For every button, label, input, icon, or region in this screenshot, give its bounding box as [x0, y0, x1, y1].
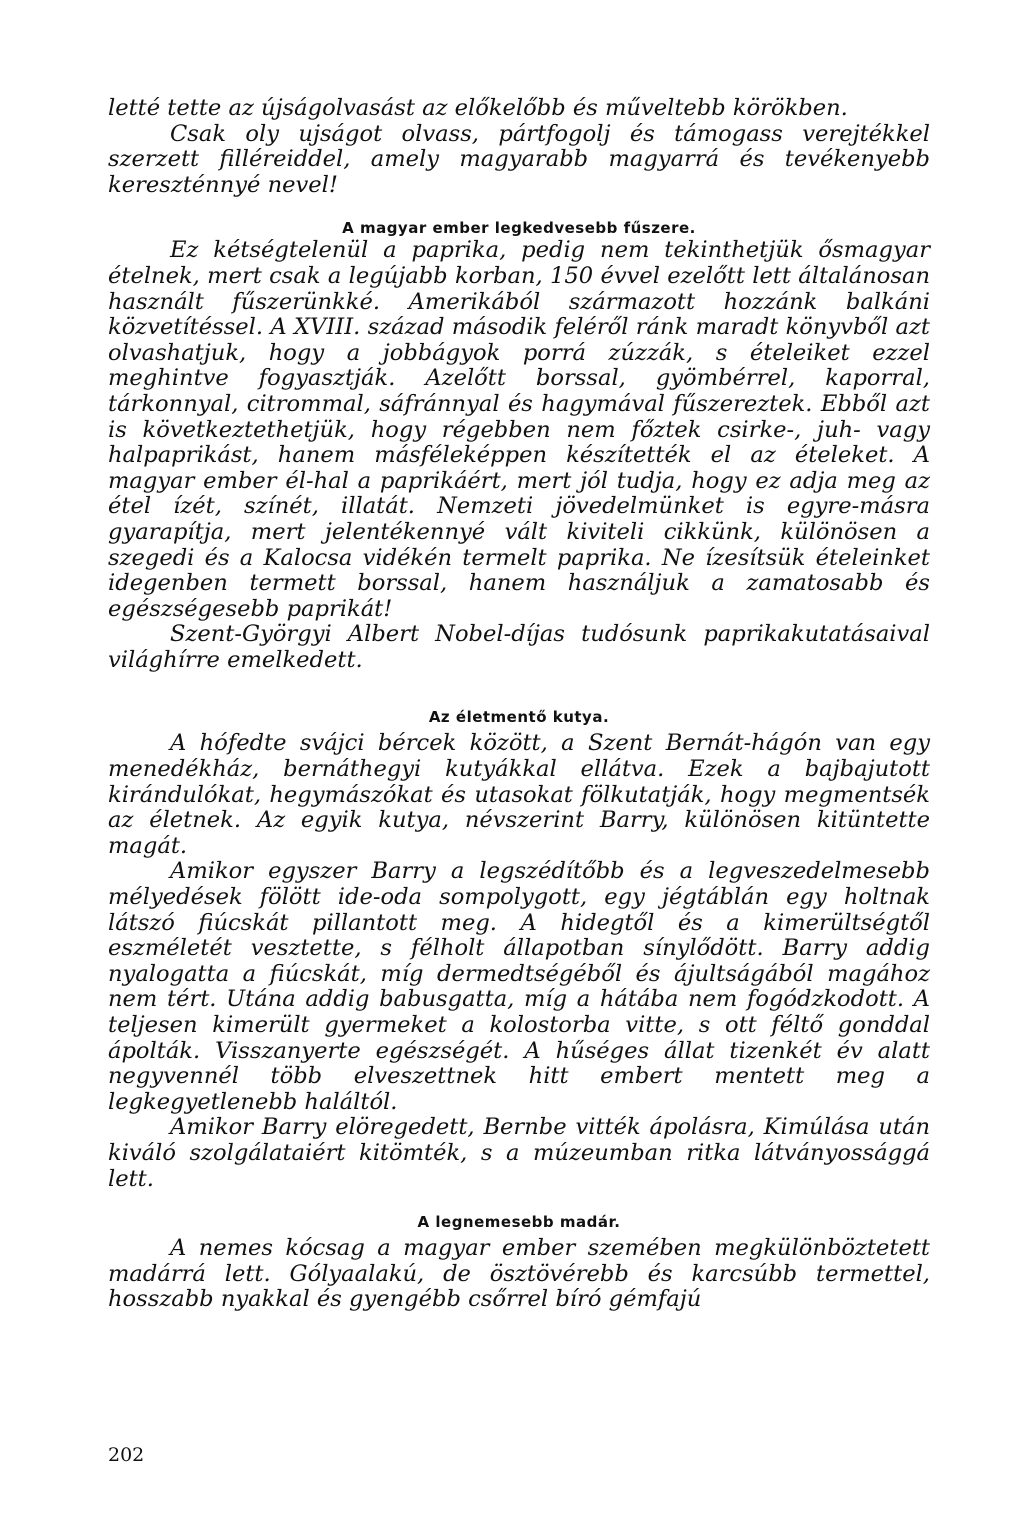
section-heading-paprika: A magyar ember legkedvesebb fűszere. — [342, 219, 696, 238]
section-heading-rescue-dog: Az életmentő kutya. — [428, 708, 610, 727]
paragraph-st-bernard: A hófedte svájci bércek között, a Szent Bernát-hágón van egy menedékház, bernáthegyi kutyákkal ellátva. Ezek a bajbajutott kirándulókat, hegymászókat és utasokat fölkutatják, hogy megmentsék az életnek. Az egyik kutya, névszerint Barry, különösen kitüntette magát. — [108, 730, 930, 859]
paragraph-newspaper-advice: Csak oly ujságot olvass, pártfogolj és támogass verejtékkel szerzett filléreiddel, amely magyarabb magyarrá és tevékenyebb kereszténnyé nevel! — [108, 120, 930, 198]
paragraph-szent-gyorgyi: Szent-Györgyi Albert Nobel-díjas tudósunk paprikakutatásaival világhírre emelkedett. — [108, 621, 930, 673]
paragraph-continuation: letté tette az újságolvasást az előkelőbb és műveltebb körökben. — [108, 95, 848, 121]
book-page — [108, 96, 930, 1313]
page-number: 202 — [108, 1444, 145, 1466]
section-heading-noblest-bird: A legnemesebb madár. — [417, 1213, 621, 1232]
paragraph-paprika-history: Ez kétségtelenül a paprika, pedig nem tekinthetjük ősmagyar ételnek, mert csak a legújabb korban, 150 évvel ezelőtt lett általánosan használt fűszerünkké. Amerikából származott hozzánk balkáni közvetítéssel. A XVIII. század második feléről ránk maradt könyvből azt olvashatjuk, hogy a jobbágyok porrá zúzzák, s ételeiket ezzel meghintve fogyasztják. Azelőtt borssal, gyömbérrel, kaporral, tárkonnyal, citrommal, sáfránnyal és hagymával fűszereztek. Ebből azt is következtethetjük, hogy régebben nem főztek csirke-, juh- vagy halpaprikást, hanem másféleképpen készítették el az ételeket. A magyar ember él-hal a paprikáért, mert jól tudja, hogy ez adja meg az étel ízét, színét, illatát. Nemzeti jövedelmünket is egyre-másra gyarapítja, mert jelentékennyé vált kiviteli cikkünk, különösen a szegedi és a Kalocsa vidékén termelt paprika. Ne ízesítsük ételeinket idegenben termett borssal, hanem használjuk a zamatosabb és egészségesebb paprikát! — [108, 237, 930, 622]
paragraph-barry-rescue: Amikor egyszer Barry a legszédítőbb és a legveszedelmesebb mélyedések fölött ide-oda sompolygott, egy jégtáblán egy holtnak látszó fiúcskát pillantott meg. A hidegtől és a kimerültségtől eszméletét vesztette, s félholt állapotban sínylődött. Barry addig nyalogatta a fiúcskát, míg dermedtségéből és ájultságából magához nem tért. Utána addig babusgatta, míg a hátába nem fogódzkodott. A teljesen kimerült gyermeket a kolostorba vitte, s ott féltő gonddal ápolták. Visszanyerte egészségét. A hűséges állat tizenkét év alatt negyvennél több elveszettnek hitt embert mentett meg a legkegyetlenebb haláltól. — [108, 858, 930, 1115]
paragraph-egret: A nemes kócsag a magyar ember szemében megkülönböztetett madárrá lett. Gólyaalakú, de ösztövérebb és karcsúbb termettel, hosszabb nyakkal és gyengébb csőrrel bíró gémfajú — [108, 1235, 930, 1313]
paragraph-barry-museum: Amikor Barry elöregedett, Bernbe vitték ápolásra, Kimúlása után kiváló szolgálataiért kitömték, s a múzeumban ritka látványossággá lett. — [108, 1114, 930, 1192]
